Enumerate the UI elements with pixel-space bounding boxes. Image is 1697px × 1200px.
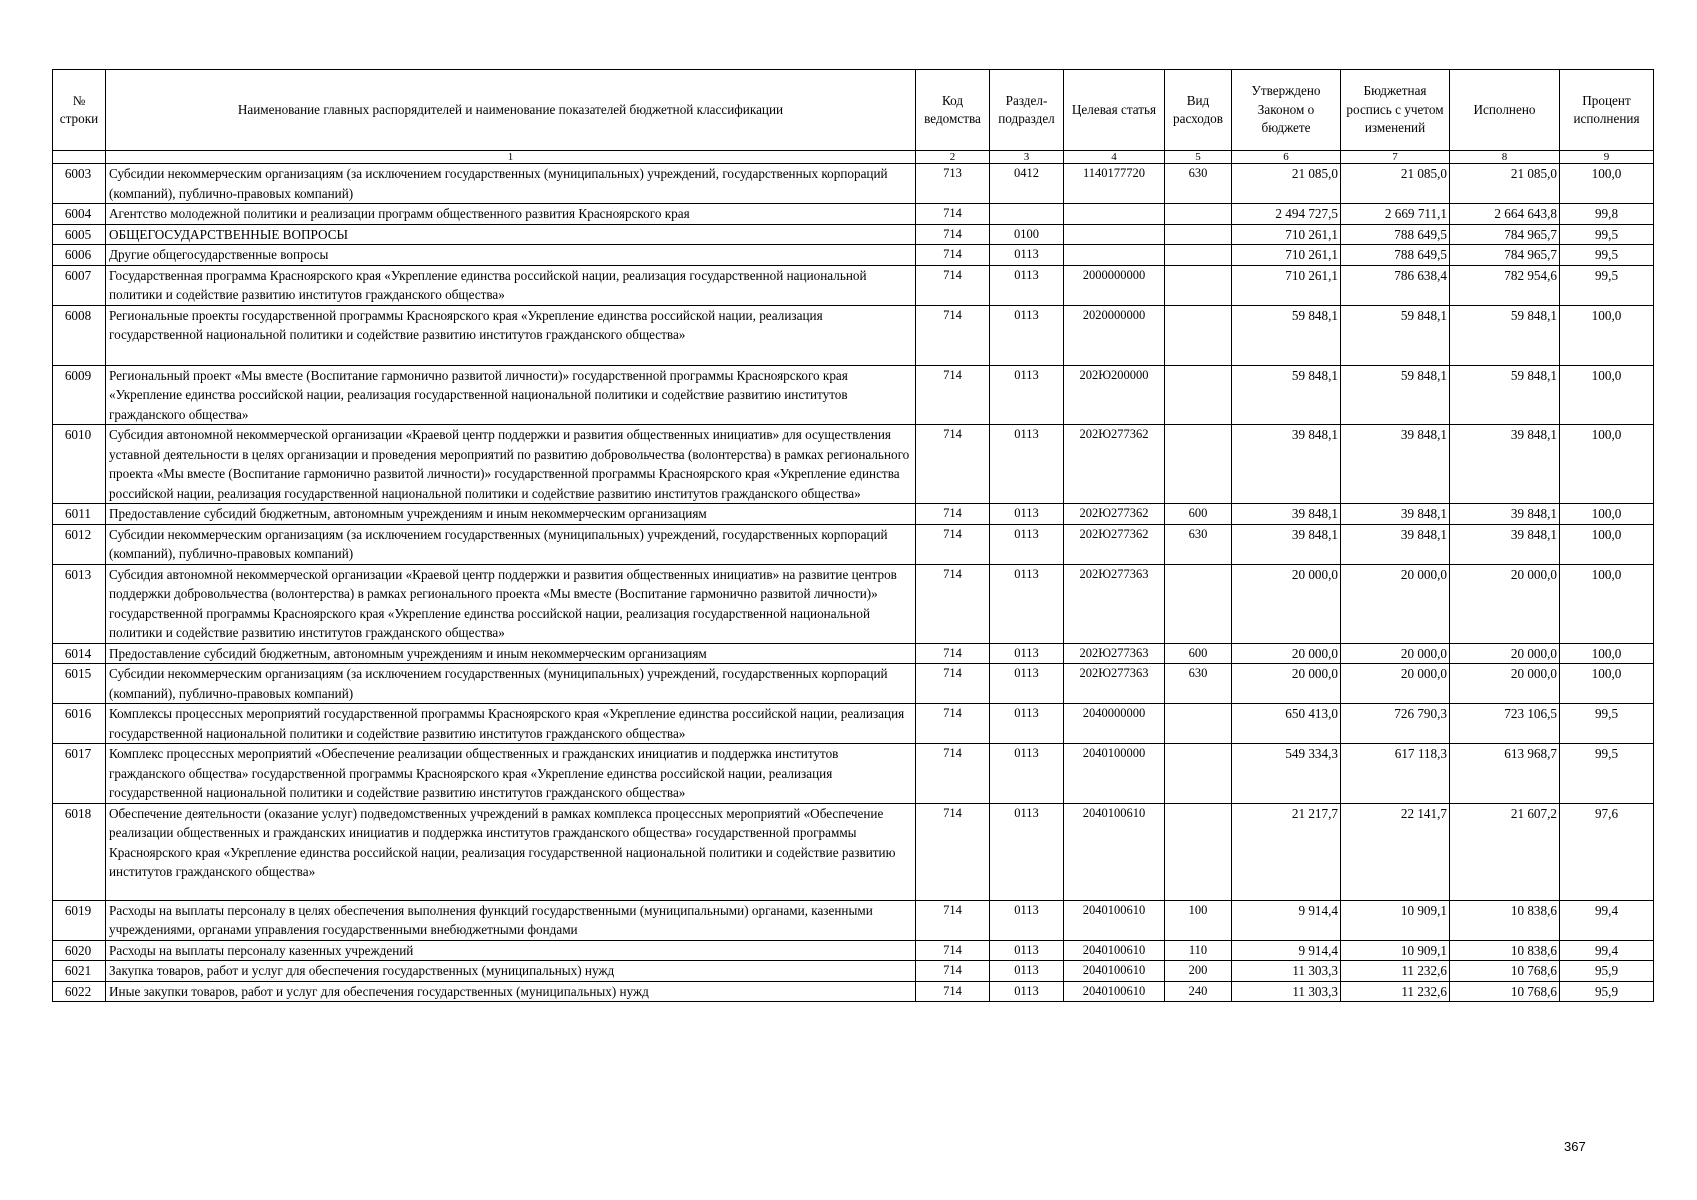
row-expense-type xyxy=(1165,704,1232,744)
row-percent: 100,0 xyxy=(1560,664,1654,704)
row-name: ОБЩЕГОСУДАРСТВЕННЫЕ ВОПРОСЫ xyxy=(106,224,916,245)
table-row xyxy=(53,704,1654,744)
row-target-article: 2040100610 xyxy=(1064,900,1165,940)
row-expense-type xyxy=(1165,204,1232,225)
row-department-code: 714 xyxy=(916,224,990,245)
row-name: Субсидии некоммерческим организациям (за исключением государственных (муниципальных) учреждений, государственных корпораций (компаний), публично-правовых компаний) xyxy=(106,164,916,204)
header-budget-list: Бюджетная роспись с учетом изменений xyxy=(1341,70,1450,151)
row-target-article: 1140177720 xyxy=(1064,164,1165,204)
row-name: Закупка товаров, работ и услуг для обеспечения государственных (муниципальных) нужд xyxy=(106,961,916,982)
row-section: 0113 xyxy=(990,524,1064,564)
row-expense-type xyxy=(1165,265,1232,305)
table-row xyxy=(53,961,1654,982)
row-approved: 9 914,4 xyxy=(1232,940,1341,961)
table-row xyxy=(53,744,1654,804)
row-department-code: 714 xyxy=(916,265,990,305)
row-approved: 710 261,1 xyxy=(1232,265,1341,305)
row-budget-list: 20 000,0 xyxy=(1341,564,1450,643)
row-percent: 99,4 xyxy=(1560,940,1654,961)
row-number: 6011 xyxy=(53,504,106,525)
row-name: Субсидии некоммерческим организациям (за исключением государственных (муниципальных) учреждений, государственных корпораций (компаний), публично-правовых компаний) xyxy=(106,664,916,704)
row-executed: 2 664 643,8 xyxy=(1450,204,1560,225)
row-name: Региональный проект «Мы вместе (Воспитание гармонично развитой личности)» государственной программы Красноярского края «Укрепление единства российской нации, реализация государственной национальной политики и содействие развитию институтов гражданского общества» xyxy=(106,365,916,425)
row-name: Субсидии некоммерческим организациям (за исключением государственных (муниципальных) учреждений, государственных корпораций (компаний), публично-правовых компаний) xyxy=(106,524,916,564)
row-expense-type: 630 xyxy=(1165,664,1232,704)
row-approved: 39 848,1 xyxy=(1232,425,1341,504)
row-department-code: 714 xyxy=(916,305,990,365)
row-section: 0113 xyxy=(990,265,1064,305)
row-expense-type: 630 xyxy=(1165,164,1232,204)
row-name: Субсидия автономной некоммерческой организации «Краевой центр поддержки и развития общественных инициатив» для осуществления уставной деятельности в целях организации и проведения мероприятий по развитию добровольчества (волонтерства) в рамках регионального проекта «Мы вместе (Воспитание гармонично развитой личности)» государственной программы Красноярского края «Укрепление единства российской нации, реализация государственной национальной политики и содействие развитию институтов гражданского общества» xyxy=(106,425,916,504)
table-row xyxy=(53,224,1654,245)
row-number: 6012 xyxy=(53,524,106,564)
row-department-code: 714 xyxy=(916,744,990,804)
row-budget-list: 20 000,0 xyxy=(1341,664,1450,704)
column-number: 3 xyxy=(990,151,1064,164)
row-target-article: 202Ю277362 xyxy=(1064,504,1165,525)
row-department-code: 714 xyxy=(916,981,990,1002)
row-name: Агентство молодежной политики и реализации программ общественного развития Красноярского края xyxy=(106,204,916,225)
row-executed: 782 954,6 xyxy=(1450,265,1560,305)
row-number: 6004 xyxy=(53,204,106,225)
row-percent: 100,0 xyxy=(1560,425,1654,504)
row-section: 0100 xyxy=(990,224,1064,245)
row-number: 6010 xyxy=(53,425,106,504)
header-approved: Утверждено Законом о бюджете xyxy=(1232,70,1341,151)
column-number: 2 xyxy=(916,151,990,164)
row-number: 6016 xyxy=(53,704,106,744)
row-budget-list: 59 848,1 xyxy=(1341,365,1450,425)
row-section: 0113 xyxy=(990,900,1064,940)
table-row xyxy=(53,940,1654,961)
row-section: 0113 xyxy=(990,425,1064,504)
table-row xyxy=(53,643,1654,664)
row-section: 0113 xyxy=(990,664,1064,704)
row-budget-list: 39 848,1 xyxy=(1341,504,1450,525)
row-percent: 99,4 xyxy=(1560,900,1654,940)
row-target-article: 2040100610 xyxy=(1064,961,1165,982)
table-header-row xyxy=(53,70,1654,151)
column-number: 8 xyxy=(1450,151,1560,164)
row-percent: 100,0 xyxy=(1560,365,1654,425)
row-section: 0113 xyxy=(990,245,1064,266)
row-name: Иные закупки товаров, работ и услуг для обеспечения государственных (муниципальных) нужд xyxy=(106,981,916,1002)
row-budget-list: 10 909,1 xyxy=(1341,940,1450,961)
row-budget-list: 11 232,6 xyxy=(1341,961,1450,982)
row-budget-list: 726 790,3 xyxy=(1341,704,1450,744)
row-number: 6003 xyxy=(53,164,106,204)
row-expense-type xyxy=(1165,425,1232,504)
table-row xyxy=(53,425,1654,504)
page-number: 367 xyxy=(1564,1139,1586,1154)
row-number: 6019 xyxy=(53,900,106,940)
row-budget-list: 39 848,1 xyxy=(1341,425,1450,504)
row-number: 6021 xyxy=(53,961,106,982)
table-row xyxy=(53,564,1654,643)
row-approved: 21 217,7 xyxy=(1232,803,1341,900)
row-percent: 100,0 xyxy=(1560,164,1654,204)
row-number: 6017 xyxy=(53,744,106,804)
row-executed: 39 848,1 xyxy=(1450,524,1560,564)
row-approved: 39 848,1 xyxy=(1232,504,1341,525)
row-budget-list: 788 649,5 xyxy=(1341,245,1450,266)
row-target-article: 2000000000 xyxy=(1064,265,1165,305)
row-approved: 11 303,3 xyxy=(1232,961,1341,982)
row-target-article xyxy=(1064,204,1165,225)
column-number: 1 xyxy=(106,151,916,164)
row-budget-list: 20 000,0 xyxy=(1341,643,1450,664)
row-executed: 10 768,6 xyxy=(1450,961,1560,982)
row-target-article: 2040100610 xyxy=(1064,803,1165,900)
row-expense-type xyxy=(1165,305,1232,365)
row-department-code: 714 xyxy=(916,524,990,564)
row-name: Расходы на выплаты персоналу в целях обеспечения выполнения функций государственными (муниципальными) органами, казенными учреждениями, органами управления государственными внебюджетными фондами xyxy=(106,900,916,940)
column-number: 6 xyxy=(1232,151,1341,164)
row-number: 6020 xyxy=(53,940,106,961)
row-percent: 99,5 xyxy=(1560,245,1654,266)
row-percent: 100,0 xyxy=(1560,564,1654,643)
table-row xyxy=(53,245,1654,266)
row-executed: 59 848,1 xyxy=(1450,305,1560,365)
row-expense-type: 600 xyxy=(1165,643,1232,664)
row-name: Комплекс процессных мероприятий «Обеспечение реализации общественных и гражданских инициатив и поддержка институтов гражданского общества» государственной программы Красноярского края «Укрепление единства российской нации, реализация государственной национальной политики и содействие развитию институтов гражданского общества» xyxy=(106,744,916,804)
row-section: 0113 xyxy=(990,365,1064,425)
budget-table-sheet xyxy=(52,69,1653,1002)
row-name: Обеспечение деятельности (оказание услуг) подведомственных учреждений в рамках комплекса процессных мероприятий «Обеспечение реализации общественных и гражданских инициатив и поддержка институтов гражданского общества» государственной программы Красноярского края «Укрепление единства российской нации, реализация государственной национальной политики и содействие развитию институтов гражданского общества» xyxy=(106,803,916,900)
row-department-code: 714 xyxy=(916,961,990,982)
row-department-code: 714 xyxy=(916,940,990,961)
row-target-article: 202Ю200000 xyxy=(1064,365,1165,425)
row-budget-list: 2 669 711,1 xyxy=(1341,204,1450,225)
row-number: 6015 xyxy=(53,664,106,704)
row-target-article: 2020000000 xyxy=(1064,305,1165,365)
row-section: 0113 xyxy=(990,704,1064,744)
row-executed: 20 000,0 xyxy=(1450,564,1560,643)
header-department-code: Код ведомства xyxy=(916,70,990,151)
row-budget-list: 786 638,4 xyxy=(1341,265,1450,305)
table-row xyxy=(53,803,1654,900)
table-body xyxy=(53,164,1654,1002)
row-target-article xyxy=(1064,224,1165,245)
row-percent: 97,6 xyxy=(1560,803,1654,900)
header-target-article: Целевая статья xyxy=(1064,70,1165,151)
header-executed: Исполнено xyxy=(1450,70,1560,151)
row-percent: 100,0 xyxy=(1560,643,1654,664)
row-percent: 99,5 xyxy=(1560,744,1654,804)
column-number: 9 xyxy=(1560,151,1654,164)
column-number-row xyxy=(53,151,1654,164)
row-department-code: 714 xyxy=(916,643,990,664)
row-section: 0113 xyxy=(990,744,1064,804)
row-executed: 10 768,6 xyxy=(1450,981,1560,1002)
row-department-code: 714 xyxy=(916,664,990,704)
row-number: 6006 xyxy=(53,245,106,266)
row-number: 6018 xyxy=(53,803,106,900)
row-expense-type xyxy=(1165,744,1232,804)
row-approved: 549 334,3 xyxy=(1232,744,1341,804)
budget-execution-table xyxy=(52,69,1654,1002)
row-percent: 100,0 xyxy=(1560,305,1654,365)
row-approved: 59 848,1 xyxy=(1232,305,1341,365)
row-approved: 20 000,0 xyxy=(1232,664,1341,704)
row-target-article: 202Ю277362 xyxy=(1064,425,1165,504)
row-approved: 20 000,0 xyxy=(1232,564,1341,643)
row-approved: 21 085,0 xyxy=(1232,164,1341,204)
row-executed: 20 000,0 xyxy=(1450,664,1560,704)
row-approved: 710 261,1 xyxy=(1232,224,1341,245)
row-approved: 650 413,0 xyxy=(1232,704,1341,744)
row-department-code: 714 xyxy=(916,204,990,225)
row-expense-type: 100 xyxy=(1165,900,1232,940)
row-budget-list: 788 649,5 xyxy=(1341,224,1450,245)
row-name: Другие общегосударственные вопросы xyxy=(106,245,916,266)
row-executed: 784 965,7 xyxy=(1450,224,1560,245)
row-budget-list: 21 085,0 xyxy=(1341,164,1450,204)
row-budget-list: 617 118,3 xyxy=(1341,744,1450,804)
header-name: Наименование главных распорядителей и наименование показателей бюджетной классификации xyxy=(106,70,916,151)
row-executed: 39 848,1 xyxy=(1450,425,1560,504)
row-name: Субсидия автономной некоммерческой организации «Краевой центр поддержки и развития общественных инициатив» на развитие центров поддержки добровольчества (волонтерства) в рамках регионального проекта «Мы вместе (Воспитание гармонично развитой личности)» государственной программы Красноярского края «Укрепление единства российской нации, реализация государственной национальной политики и содействие развитию институтов гражданского общества» xyxy=(106,564,916,643)
row-expense-type xyxy=(1165,564,1232,643)
row-department-code: 714 xyxy=(916,504,990,525)
table-row xyxy=(53,524,1654,564)
row-name: Предоставление субсидий бюджетным, автономным учреждениям и иным некоммерческим организациям xyxy=(106,643,916,664)
row-percent: 99,5 xyxy=(1560,265,1654,305)
column-number: 7 xyxy=(1341,151,1450,164)
table-row xyxy=(53,305,1654,365)
row-section: 0113 xyxy=(990,940,1064,961)
row-percent: 99,8 xyxy=(1560,204,1654,225)
row-executed: 20 000,0 xyxy=(1450,643,1560,664)
row-department-code: 714 xyxy=(916,900,990,940)
table-row xyxy=(53,664,1654,704)
row-expense-type: 110 xyxy=(1165,940,1232,961)
row-department-code: 714 xyxy=(916,365,990,425)
row-department-code: 714 xyxy=(916,704,990,744)
table-row xyxy=(53,365,1654,425)
row-budget-list: 10 909,1 xyxy=(1341,900,1450,940)
row-executed: 613 968,7 xyxy=(1450,744,1560,804)
row-department-code: 714 xyxy=(916,803,990,900)
row-section: 0113 xyxy=(990,564,1064,643)
row-executed: 39 848,1 xyxy=(1450,504,1560,525)
row-executed: 10 838,6 xyxy=(1450,940,1560,961)
row-name: Региональные проекты государственной программы Красноярского края «Укрепление единства российской нации, реализация государственной национальной политики и содействие развитию институтов гражданского общества» xyxy=(106,305,916,365)
row-expense-type: 240 xyxy=(1165,981,1232,1002)
row-approved: 39 848,1 xyxy=(1232,524,1341,564)
table-row xyxy=(53,900,1654,940)
row-number: 6005 xyxy=(53,224,106,245)
row-number: 6007 xyxy=(53,265,106,305)
row-department-code: 714 xyxy=(916,425,990,504)
row-target-article: 202Ю277362 xyxy=(1064,524,1165,564)
row-section: 0412 xyxy=(990,164,1064,204)
row-approved: 2 494 727,5 xyxy=(1232,204,1341,225)
row-executed: 21 085,0 xyxy=(1450,164,1560,204)
row-executed: 59 848,1 xyxy=(1450,365,1560,425)
row-section xyxy=(990,204,1064,225)
row-percent: 100,0 xyxy=(1560,524,1654,564)
row-percent: 99,5 xyxy=(1560,224,1654,245)
row-expense-type: 630 xyxy=(1165,524,1232,564)
header-section: Раздел-подраздел xyxy=(990,70,1064,151)
row-name: Государственная программа Красноярского края «Укрепление единства российской нации, реализация государственной национальной политики и содействие развитию институтов гражданского общества» xyxy=(106,265,916,305)
row-section: 0113 xyxy=(990,305,1064,365)
row-department-code: 714 xyxy=(916,564,990,643)
row-target-article xyxy=(1064,245,1165,266)
row-department-code: 714 xyxy=(916,245,990,266)
row-percent: 95,9 xyxy=(1560,981,1654,1002)
table-row xyxy=(53,204,1654,225)
row-budget-list: 59 848,1 xyxy=(1341,305,1450,365)
row-name: Комплексы процессных мероприятий государственной программы Красноярского края «Укрепление единства российской нации, реализация государственной национальной политики и содействие развитию институтов гражданского общества» xyxy=(106,704,916,744)
column-number: 5 xyxy=(1165,151,1232,164)
row-number: 6008 xyxy=(53,305,106,365)
row-expense-type xyxy=(1165,224,1232,245)
row-section: 0113 xyxy=(990,803,1064,900)
row-target-article: 202Ю277363 xyxy=(1064,643,1165,664)
row-executed: 784 965,7 xyxy=(1450,245,1560,266)
row-expense-type xyxy=(1165,365,1232,425)
row-section: 0113 xyxy=(990,961,1064,982)
row-percent: 95,9 xyxy=(1560,961,1654,982)
table-row xyxy=(53,265,1654,305)
row-number: 6013 xyxy=(53,564,106,643)
row-expense-type xyxy=(1165,803,1232,900)
row-percent: 99,5 xyxy=(1560,704,1654,744)
row-name: Предоставление субсидий бюджетным, автономным учреждениям и иным некоммерческим организациям xyxy=(106,504,916,525)
row-expense-type: 200 xyxy=(1165,961,1232,982)
header-expense-type: Вид расходов xyxy=(1165,70,1232,151)
table-row xyxy=(53,164,1654,204)
row-number: 6014 xyxy=(53,643,106,664)
row-number: 6009 xyxy=(53,365,106,425)
row-target-article: 2040100610 xyxy=(1064,981,1165,1002)
header-row-number: № строки xyxy=(53,70,106,151)
row-target-article: 2040100610 xyxy=(1064,940,1165,961)
row-budget-list: 11 232,6 xyxy=(1341,981,1450,1002)
row-target-article: 202Ю277363 xyxy=(1064,664,1165,704)
table-row xyxy=(53,981,1654,1002)
row-expense-type: 600 xyxy=(1165,504,1232,525)
row-executed: 21 607,2 xyxy=(1450,803,1560,900)
header-percent: Процент исполнения xyxy=(1560,70,1654,151)
column-number: 4 xyxy=(1064,151,1165,164)
row-executed: 723 106,5 xyxy=(1450,704,1560,744)
row-percent: 100,0 xyxy=(1560,504,1654,525)
row-budget-list: 39 848,1 xyxy=(1341,524,1450,564)
column-number xyxy=(53,151,106,164)
row-department-code: 713 xyxy=(916,164,990,204)
row-number: 6022 xyxy=(53,981,106,1002)
row-expense-type xyxy=(1165,245,1232,266)
row-section: 0113 xyxy=(990,504,1064,525)
table-row xyxy=(53,504,1654,525)
row-name: Расходы на выплаты персоналу казенных учреждений xyxy=(106,940,916,961)
row-approved: 9 914,4 xyxy=(1232,900,1341,940)
row-approved: 11 303,3 xyxy=(1232,981,1341,1002)
row-target-article: 2040100000 xyxy=(1064,744,1165,804)
row-approved: 710 261,1 xyxy=(1232,245,1341,266)
row-executed: 10 838,6 xyxy=(1450,900,1560,940)
row-budget-list: 22 141,7 xyxy=(1341,803,1450,900)
row-section: 0113 xyxy=(990,981,1064,1002)
row-target-article: 202Ю277363 xyxy=(1064,564,1165,643)
row-target-article: 2040000000 xyxy=(1064,704,1165,744)
row-approved: 59 848,1 xyxy=(1232,365,1341,425)
row-section: 0113 xyxy=(990,643,1064,664)
row-approved: 20 000,0 xyxy=(1232,643,1341,664)
